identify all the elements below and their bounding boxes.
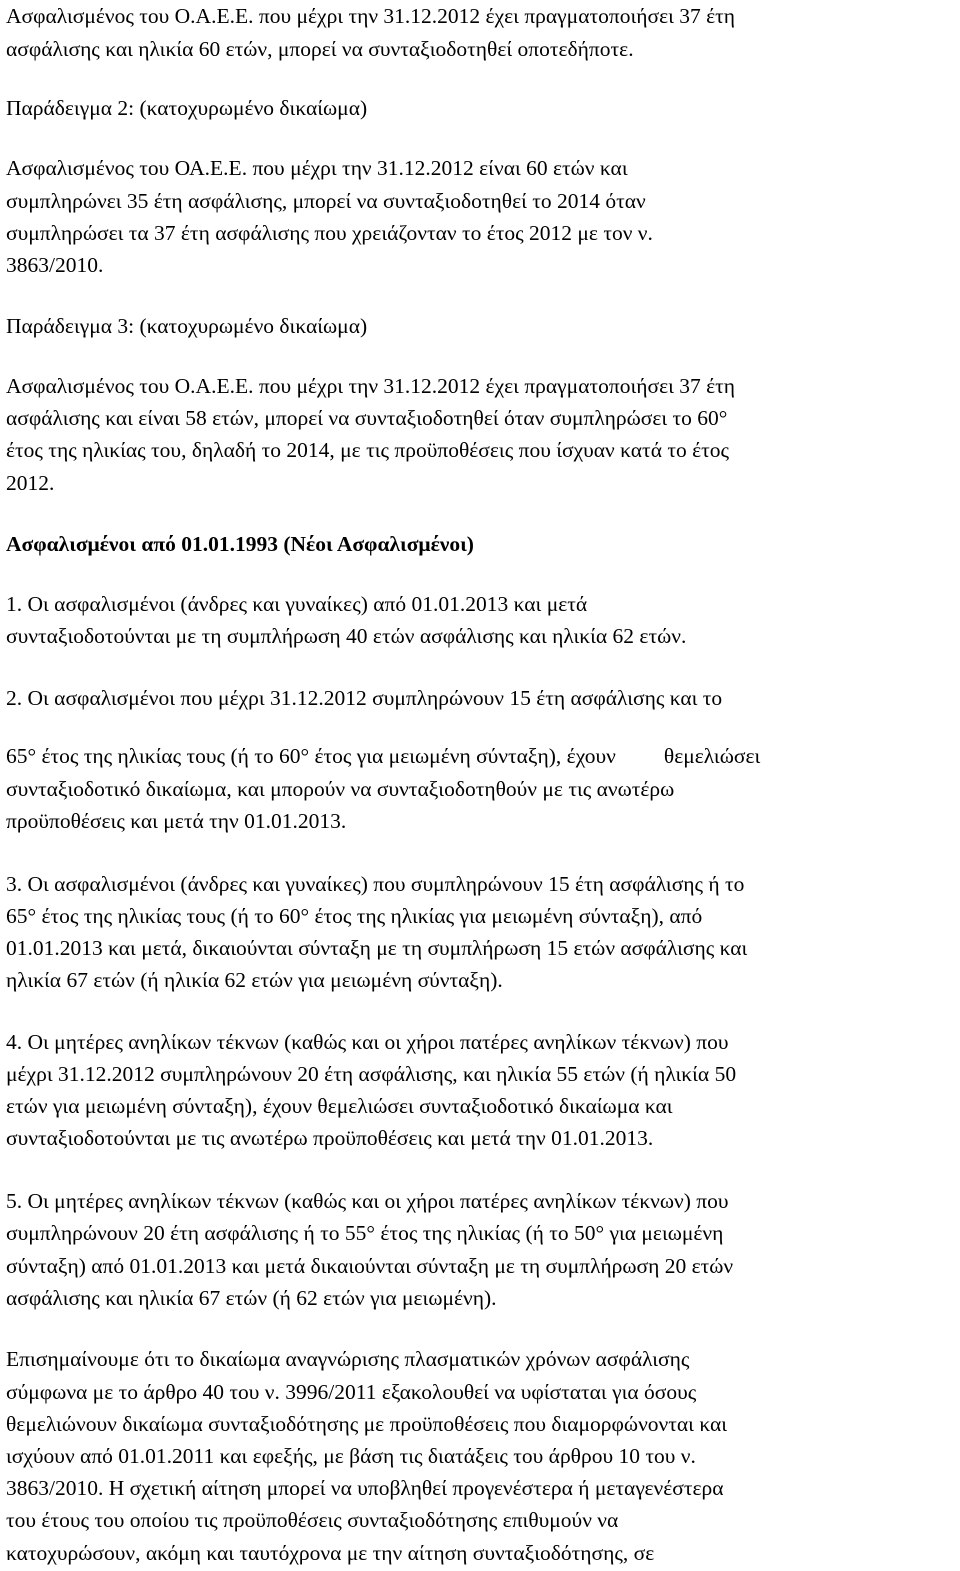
- item-4-line-2: μέχρι 31.12.2012 συμπληρώνουν 20 έτη ασφάλισης, και ηλικία 55 ετών (ή ηλικία 50: [6, 1062, 737, 1086]
- closing-line-4: ισχύουν από 01.01.2011 και εφεξής, με βάση τις διατάξεις του άρθρου 10 του ν.: [6, 1444, 696, 1468]
- item-5-line-2: συμπληρώνουν 20 έτη ασφάλισης ή το 55° έτος της ηλικίας (ή το 50° για μειωμένη: [6, 1221, 724, 1245]
- closing-line-2: σύμφωνα με το άρθρο 40 του ν. 3996/2011 εξακολουθεί να υφίσταται για όσους: [6, 1380, 697, 1404]
- item-5-line-4: ασφάλισης και ηλικία 67 ετών (ή 62 ετών για μειωμένη).: [6, 1286, 497, 1310]
- example-3-line-1: Ασφαλισμένος του Ο.Α.Ε.Ε. που μέχρι την 31.12.2012 έχει πραγματοποιήσει 37 έτη: [6, 374, 736, 398]
- item-1-line-1: 1. Οι ασφαλισμένοι (άνδρες και γυναίκες) από 01.01.2013 και μετά: [6, 592, 588, 616]
- item-3-line-3: 01.01.2013 και μετά, δικαιούνται σύνταξη με τη συμπλήρωση 15 ετών ασφάλισης και: [6, 936, 748, 960]
- closing-line-5: 3863/2010. Η σχετική αίτηση μπορεί να υποβληθεί προγενέστερα ή μεταγενέστερα: [6, 1476, 724, 1500]
- closing-line-6: του έτους του οποίου τις προϋποθέσεις συνταξιοδότησης επιθυμούν να: [6, 1508, 619, 1532]
- example-2-line-3: συμπληρώσει τα 37 έτη ασφάλισης που χρειάζονταν το έτος 2012 με τον ν.: [6, 221, 653, 245]
- example-3-line-3: έτος της ηλικίας του, δηλαδή το 2014, με τις προϋποθέσεις που ίσχυαν κατά το έτος: [6, 438, 730, 462]
- closing-line-7: κατοχυρώσουν, ακόμη και ταυτόχρονα με την αίτηση συνταξιοδότησης, σε: [6, 1541, 655, 1565]
- item-2-line-2-a: 65° έτος της ηλικίας τους (ή το 60° έτος για μειωμένη σύνταξη), έχουν: [6, 744, 616, 768]
- item-4-line-1: 4. Οι μητέρες ανηλίκων τέκνων (καθώς και οι χήροι πατέρες ανηλίκων τέκνων) που: [6, 1030, 729, 1054]
- item-5-line-1: 5. Οι μητέρες ανηλίκων τέκνων (καθώς και οι χήροι πατέρες ανηλίκων τέκνων) που: [6, 1189, 729, 1213]
- intro-line-2: ασφάλισης και ηλικία 60 ετών, μπορεί να συνταξιοδοτηθεί οποτεδήποτε.: [6, 37, 634, 61]
- example-3-line-2: ασφάλισης και είναι 58 ετών, μπορεί να συνταξιοδοτηθεί όταν συμπληρώσει το 60°: [6, 406, 728, 430]
- closing-line-1: Επισημαίνουμε ότι το δικαίωμα αναγνώρισης πλασματικών χρόνων ασφάλισης: [6, 1347, 690, 1371]
- example-2-line-2: συμπληρώνει 35 έτη ασφάλισης, μπορεί να συνταξιοδοτηθεί το 2014 όταν: [6, 189, 646, 213]
- item-3-line-2: 65° έτος της ηλικίας τους (ή το 60° έτος της ηλικίας για μειωμένη σύνταξη), από: [6, 904, 703, 928]
- closing-line-3: θεμελιώνουν δικαίωμα συνταξιοδότησης με προϋποθέσεις που διαμορφώνονται και: [6, 1412, 728, 1436]
- item-2-line-4: προϋποθέσεις και μετά την 01.01.2013.: [6, 809, 347, 833]
- example-2-heading: Παράδειγμα 2: (κατοχυρωμένο δικαίωμα): [6, 96, 368, 120]
- item-3-line-1: 3. Οι ασφαλισμένοι (άνδρες και γυναίκες) που συμπληρώνουν 15 έτη ασφάλισης ή το: [6, 872, 745, 896]
- example-3-line-4: 2012.: [6, 471, 55, 495]
- item-3-line-4: ηλικία 67 ετών (ή ηλικία 62 ετών για μειωμένη σύνταξη).: [6, 968, 503, 992]
- item-5-line-3: σύνταξη) από 01.01.2013 και μετά δικαιούνται σύνταξη με τη συμπλήρωση 20 ετών: [6, 1254, 734, 1278]
- item-2-line-3: συνταξιοδοτικό δικαίωμα, και μπορούν να συνταξιοδοτηθούν με τις ανωτέρω: [6, 777, 675, 801]
- example-3-heading: Παράδειγμα 3: (κατοχυρωμένο δικαίωμα): [6, 314, 368, 338]
- section-heading: Ασφαλισμένοι από 01.01.1993 (Νέοι Ασφαλισμένοι): [6, 532, 474, 556]
- item-4-line-3: ετών για μειωμένη σύνταξη), έχουν θεμελιώσει συνταξιοδοτικό δικαίωμα και: [6, 1094, 673, 1118]
- intro-line-1: Ασφαλισμένος του Ο.Α.Ε.Ε. που μέχρι την 31.12.2012 έχει πραγματοποιήσει 37 έτη: [6, 4, 736, 28]
- item-2-line-2: [6, 742, 760, 770]
- example-2-line-4: 3863/2010.: [6, 253, 104, 277]
- item-4-line-4: συνταξιοδοτούνται με τις ανωτέρω προϋποθέσεις και μετά την 01.01.2013.: [6, 1126, 654, 1150]
- item-2-line-1: 2. Οι ασφαλισμένοι που μέχρι 31.12.2012 συμπληρώνουν 15 έτη ασφάλισης και το: [6, 686, 723, 710]
- item-1-line-2: συνταξιοδοτούνται με τη συμπλήρωση 40 ετών ασφάλισης και ηλικία 62 ετών.: [6, 624, 687, 648]
- item-2-line-2-b: θεμελιώσει: [663, 744, 761, 768]
- example-2-line-1: Ασφαλισμένος του ΟΑ.Ε.Ε. που μέχρι την 31.12.2012 είναι 60 ετών και: [6, 156, 628, 180]
